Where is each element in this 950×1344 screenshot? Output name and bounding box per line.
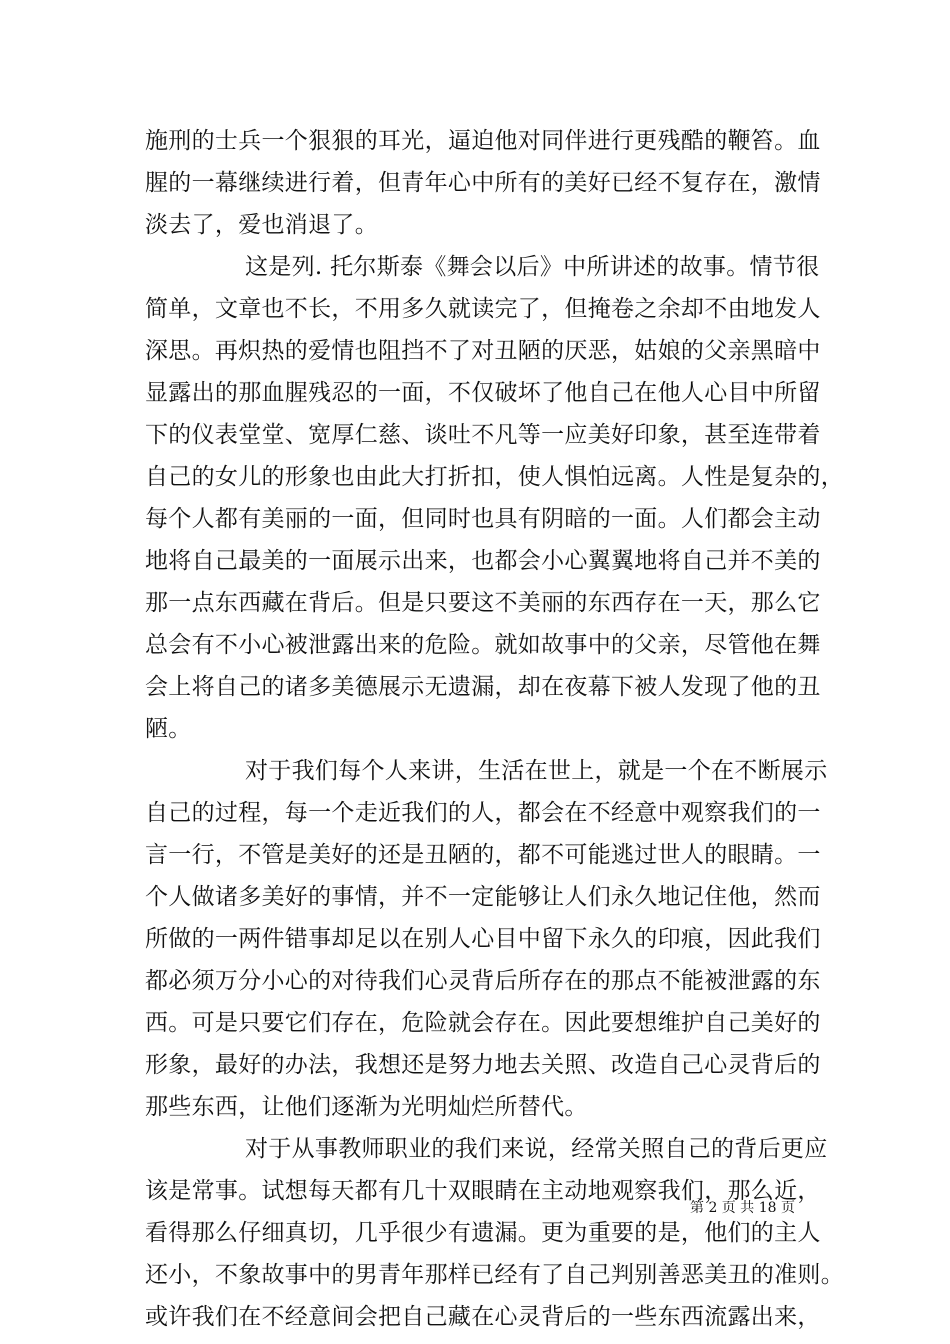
text-line: 还小，不象故事中的男青年那样已经有了自己判别善恶美丑的准则。 (145, 1262, 844, 1288)
text-line: 自己的女儿的形象也由此大打折扣，使人惧怕远离。人性是复杂的， (145, 464, 844, 490)
text-line: 西。可是只要它们存在，危险就会存在。因此要想维护自己美好的 (145, 1010, 821, 1036)
text-line: 对于我们每个人来讲，生活在世上，就是一个在不断展示 (245, 758, 828, 784)
text-line: 简单，文章也不长，不用多久就读完了，但掩卷之余却不由地发人 (145, 296, 821, 322)
text-line: 该是常事。试想每天都有几十双眼睛在主动地观察我们，那么近， (145, 1178, 821, 1204)
text-line: 这是列. 托尔斯泰《舞会以后》中所讲述的故事。情节很 (245, 254, 820, 280)
paragraph (145, 750, 828, 1128)
text-line: 深思。再炽热的爱情也阻挡不了对丑陋的厌恶，姑娘的父亲黑暗中 (145, 338, 821, 364)
text-line: 地将自己最美的一面展示出来，也都会小心翼翼地将自己并不美的 (145, 548, 821, 574)
text-line: 对于从事教师职业的我们来说，经常关照自己的背后更应 (245, 1136, 828, 1162)
text-line: 言一行，不管是美好的还是丑陋的，都不可能逃过世人的眼睛。一 (145, 842, 821, 868)
text-line: 形象，最好的办法，我想还是努力地去关照、改造自己心灵背后的 (145, 1052, 821, 1078)
text-line: 总会有不小心被泄露出来的危险。就如故事中的父亲，尽管他在舞 (145, 632, 821, 658)
text-line: 腥的一幕继续进行着，但青年心中所有的美好已经不复存在，激情 (145, 170, 821, 196)
text-line: 显露出的那血腥残忍的一面，不仅破坏了他自己在他人心目中所留 (145, 380, 821, 406)
text-line: 看得那么仔细真切，几乎很少有遗漏。更为重要的是，他们的主人 (145, 1220, 821, 1246)
text-line: 自己的过程，每一个走近我们的人，都会在不经意中观察我们的一 (145, 800, 821, 826)
text-line: 或许我们在不经意间会把自己藏在心灵背后的一些东西流露出来， (145, 1304, 821, 1330)
text-line: 那一点东西藏在背后。但是只要这不美丽的东西存在一天，那么它 (145, 590, 821, 616)
text-line: 下的仪表堂堂、宽厚仁慈、谈吐不凡等一应美好印象，甚至连带着 (145, 422, 821, 448)
body-text (145, 120, 844, 1338)
text-line: 淡去了，爱也消退了。 (145, 212, 378, 238)
text-line: 那些东西，让他们逐渐为光明灿烂所替代。 (145, 1094, 588, 1120)
text-line: 所做的一两件错事却足以在别人心目中留下永久的印痕，因此我们 (145, 926, 821, 952)
paragraph (145, 246, 844, 750)
text-line: 每个人都有美丽的一面，但同时也具有阴暗的一面。人们都会主动 (145, 506, 821, 532)
paragraph (145, 120, 821, 246)
text-line: 都必须万分小心的对待我们心灵背后所存在的那点不能被泄露的东 (145, 968, 821, 994)
text-line: 个人做诸多美好的事情，并不一定能够让人们永久地记住他，然而 (145, 884, 821, 910)
text-line: 会上将自己的诸多美德展示无遗漏，却在夜幕下被人发现了他的丑 (145, 674, 821, 700)
page-number-footer: 第 2 页 共 18 页 (690, 1200, 795, 1216)
paragraph (145, 1128, 844, 1338)
text-line: 施刑的士兵一个狠狠的耳光，逼迫他对同伴进行更残酷的鞭笞。血 (145, 128, 821, 154)
text-line: 陋。 (145, 716, 192, 742)
